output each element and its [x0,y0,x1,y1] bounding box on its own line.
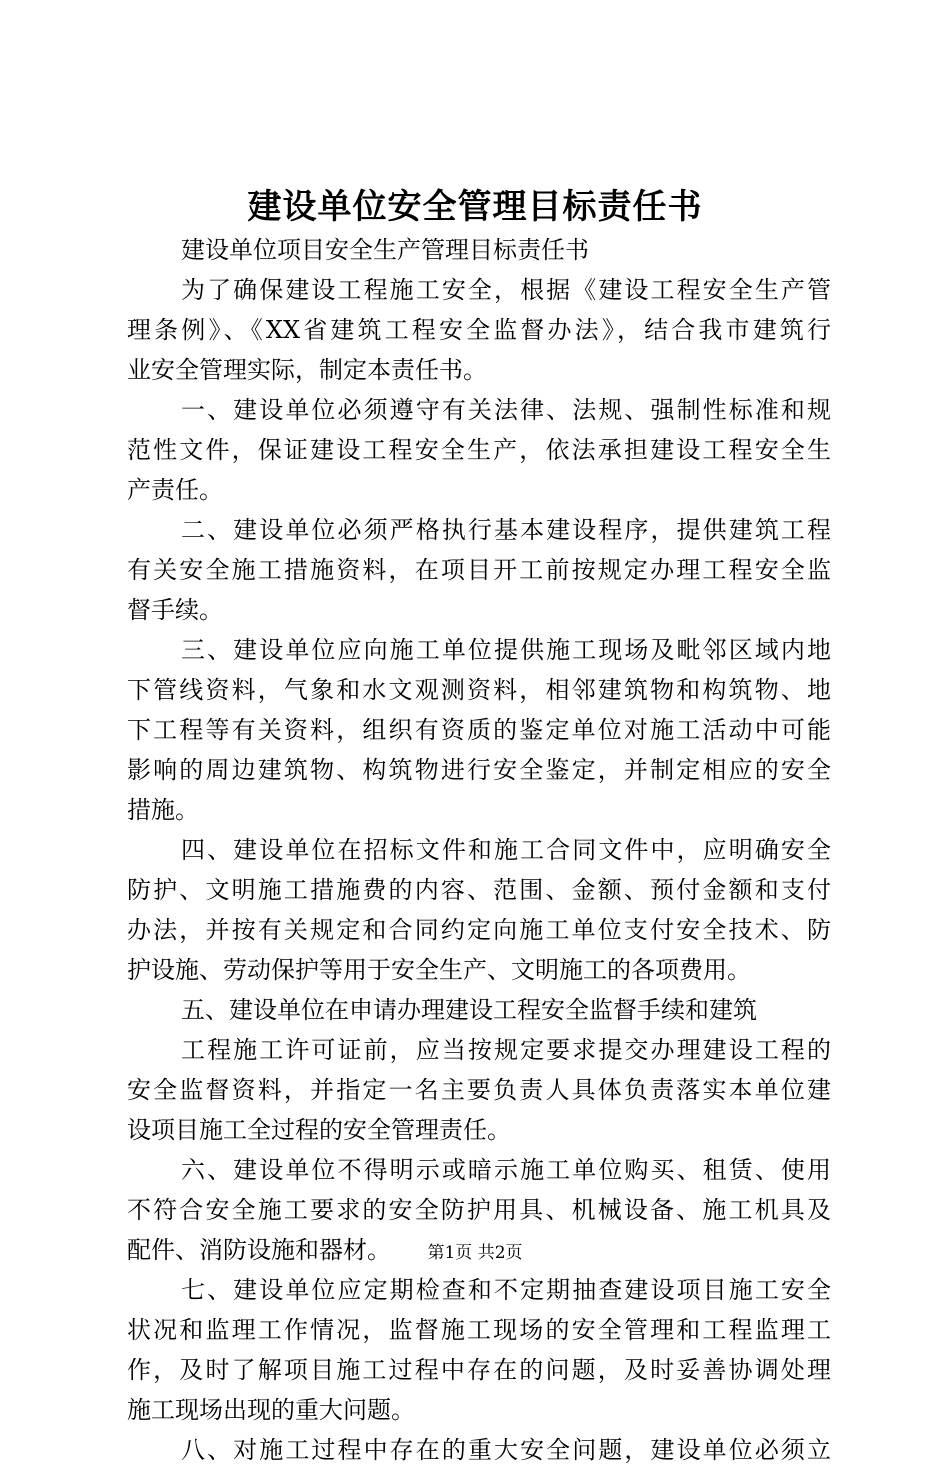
body-line: 施工现场出现的重大问题。 [127,1396,415,1424]
body-line: 督手续。 [127,596,223,624]
body-line: 工程施工许可证前，应当按规定要求提交办理建设工程的 [181,1036,831,1064]
body-line: 二、建设单位必须严格执行基本建设程序，提供建筑工程 [181,516,831,544]
body-line: 防护、文明施工措施费的内容、范围、金额、预付金额和支付 [127,876,831,904]
body-line: 办法，并按有关规定和合同约定向施工单位支付安全技术、防 [127,916,831,944]
body-line: 产责任。 [127,476,223,504]
body-line: 不符合安全施工要求的安全防护用具、机械设备、施工机具及 [127,1196,831,1224]
body-line: 设项目施工全过程的安全管理责任。 [127,1116,511,1144]
body-line: 下工程等有关资料，组织有资质的鉴定单位对施工活动中可能 [127,716,831,744]
body-line: 六、建设单位不得明示或暗示施工单位购买、租赁、使用 [181,1156,831,1184]
body-line: 三、建设单位应向施工单位提供施工现场及毗邻区域内地 [181,636,831,664]
body-line: 配件、消防设施和器材。 [127,1236,391,1264]
document-title: 建设单位安全管理目标责任书 [247,187,703,227]
body-line: 为了确保建设工程施工安全，根据《建设工程安全生产管 [181,276,831,304]
body-line: 范性文件，保证建设工程安全生产，依法承担建设工程安全生 [127,436,831,464]
body-line: 有关安全施工措施资料，在项目开工前按规定办理工程安全监 [127,556,831,584]
page-footer: 第1页 共2页 [427,1243,523,1263]
document-body [127,230,831,1470]
body-line: 七、建设单位应定期检查和不定期抽查建设项目施工安全 [181,1276,831,1304]
body-line: 下管线资料，气象和水文观测资料，相邻建筑物和构筑物、地 [127,676,831,704]
body-line: 业安全管理实际，制定本责任书。 [127,356,487,384]
body-line: 八、对施工过程中存在的重大安全问题，建设单位必须立 [181,1436,831,1464]
body-line: 状况和监理工作情况，监督施工现场的安全管理和工程监理工 [127,1316,831,1344]
body-line: 安全监督资料，并指定一名主要负责人具体负责落实本单位建 [127,1076,831,1104]
body-line: 一、建设单位必须遵守有关法律、法规、强制性标准和规 [181,396,831,424]
subtitle-line: 建设单位项目安全生产管理目标责任书 [181,236,589,264]
body-line: 四、建设单位在招标文件和施工合同文件中，应明确安全 [181,836,831,864]
body-line: 护设施、劳动保护等用于安全生产、文明施工的各项费用。 [127,956,751,984]
body-line: 理条例》、《XX省建筑工程安全监督办法》，结合我市建筑行 [127,316,831,344]
body-line: 措施。 [127,796,199,824]
body-line: 五、建设单位在申请办理建设工程安全监督手续和建筑 [181,996,757,1024]
body-line: 作，及时了解项目施工过程中存在的问题，及时妥善协调处理 [127,1356,831,1384]
body-line: 影响的周边建筑物、构筑物进行安全鉴定，并制定相应的安全 [127,756,831,784]
